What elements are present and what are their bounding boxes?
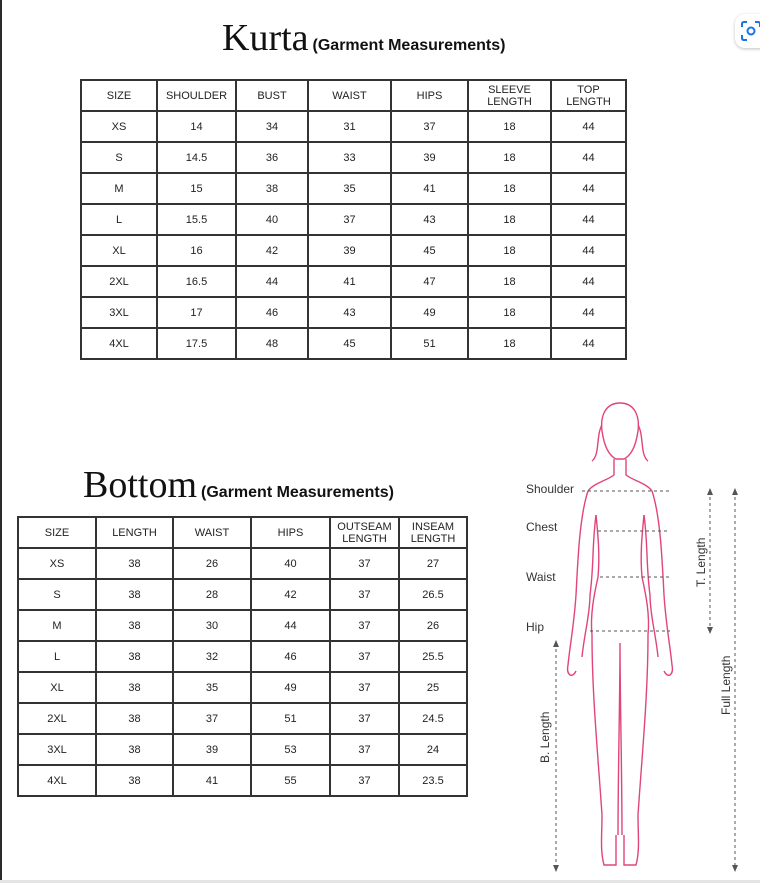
measure-lines	[556, 491, 735, 869]
left-border	[0, 0, 2, 883]
bottom-value-cell: 37	[330, 579, 399, 610]
kurta-value-cell: 49	[391, 297, 468, 328]
bottom-size-cell: S	[18, 579, 96, 610]
bottom-header-text: HIPS	[277, 526, 304, 539]
kurta-value-cell: 42	[236, 235, 308, 266]
kurta-value-cell: 16.5	[157, 266, 236, 297]
bottom-table-row	[18, 734, 467, 765]
kurta-size-cell: 3XL	[81, 297, 157, 328]
kurta-value-cell: 46	[236, 297, 308, 328]
kurta-table-row	[81, 328, 626, 359]
bottom-table-row	[18, 579, 467, 610]
bottom-value-cell: 53	[251, 734, 330, 765]
kurta-header-text: HIPS	[416, 89, 443, 102]
kurta-size-cell: L	[81, 204, 157, 235]
kurta-header-text: SIZE	[106, 89, 132, 102]
kurta-size-cell: M	[81, 173, 157, 204]
bottom-header-cell	[330, 517, 399, 548]
bottom-header-cell	[173, 517, 251, 548]
bottom-size-cell: 4XL	[18, 765, 96, 796]
kurta-heading	[222, 16, 505, 60]
kurta-header-cell	[468, 80, 551, 111]
kurta-table-row	[81, 142, 626, 173]
kurta-value-cell: 17	[157, 297, 236, 328]
kurta-table-row	[81, 235, 626, 266]
kurta-value-cell: 36	[236, 142, 308, 173]
bottom-value-cell: 42	[251, 579, 330, 610]
bottom-value-cell: 49	[251, 672, 330, 703]
kurta-value-cell: 34	[236, 111, 308, 142]
bottom-value-cell: 44	[251, 610, 330, 641]
bottom-table-row	[18, 548, 467, 579]
bottom-value-cell: 37	[330, 734, 399, 765]
bottom-header-row	[18, 517, 467, 548]
kurta-value-cell: 39	[391, 142, 468, 173]
bottom-table-row	[18, 703, 467, 734]
kurta-header-row	[81, 80, 626, 111]
kurta-header-cell	[551, 80, 626, 111]
full-length-label: Full Length	[719, 655, 733, 715]
bottom-size-cell: 3XL	[18, 734, 96, 765]
bottom-header-text: LENGTH	[410, 532, 456, 545]
bottom-value-cell: 26.5	[399, 579, 467, 610]
bottom-value-cell: 38	[96, 765, 173, 796]
kurta-table-row	[81, 173, 626, 204]
bottom-size-cell: 2XL	[18, 703, 96, 734]
bottom-value-cell: 38	[96, 703, 173, 734]
kurta-header-text: TOP	[577, 83, 600, 96]
kurta-size-cell: XL	[81, 235, 157, 266]
chest-label: Chest	[526, 520, 558, 534]
bottom-value-cell: 32	[173, 641, 251, 672]
shoulder-label: Shoulder	[526, 482, 575, 496]
kurta-size-cell: XS	[81, 111, 157, 142]
waist-label: Waist	[526, 570, 556, 584]
bottom-value-cell: 24.5	[399, 703, 467, 734]
kurta-value-cell: 48	[236, 328, 308, 359]
bottom-size-table	[17, 516, 468, 797]
kurta-value-cell: 16	[157, 235, 236, 266]
kurta-value-cell: 43	[308, 297, 391, 328]
kurta-value-cell: 44	[551, 111, 626, 142]
bottom-value-cell: 39	[173, 734, 251, 765]
kurta-value-cell: 44	[551, 142, 626, 173]
bottom-value-cell: 51	[251, 703, 330, 734]
kurta-subtitle: (Garment Measurements)	[312, 37, 506, 54]
kurta-value-cell: 14	[157, 111, 236, 142]
kurta-value-cell: 37	[308, 204, 391, 235]
kurta-size-cell: S	[81, 142, 157, 173]
kurta-value-cell: 18	[468, 235, 551, 266]
kurta-value-cell: 15	[157, 173, 236, 204]
bottom-value-cell: 37	[330, 548, 399, 579]
bottom-table-row	[18, 610, 467, 641]
kurta-value-cell: 38	[236, 173, 308, 204]
bottom-value-cell: 30	[173, 610, 251, 641]
bottom-table-row	[18, 765, 467, 796]
bottom-header-text: LENGTH	[342, 532, 387, 545]
bottom-header-cell	[251, 517, 330, 548]
bottom-size-cell: XS	[18, 548, 96, 579]
kurta-size-cell: 2XL	[81, 266, 157, 297]
bottom-size-cell: L	[18, 641, 96, 672]
kurta-value-cell: 18	[468, 111, 551, 142]
kurta-value-cell: 44	[551, 266, 626, 297]
kurta-value-cell: 44	[551, 173, 626, 204]
bottom-title: Bottom	[83, 464, 198, 506]
kurta-table-row	[81, 266, 626, 297]
bottom-value-cell: 38	[96, 641, 173, 672]
kurta-value-cell: 51	[391, 328, 468, 359]
kurta-value-cell: 18	[468, 204, 551, 235]
bottom-header-cell	[96, 517, 173, 548]
kurta-header-text: LENGTH	[487, 95, 532, 108]
kurta-header-cell	[391, 80, 468, 111]
bottom-value-cell: 37	[330, 703, 399, 734]
bottom-value-cell: 37	[330, 672, 399, 703]
bottom-header-cell	[399, 517, 467, 548]
bottom-header-text: SIZE	[44, 526, 70, 539]
bottom-size-cell: XL	[18, 672, 96, 703]
kurta-value-cell: 35	[308, 173, 391, 204]
kurta-header-text: WAIST	[332, 89, 367, 102]
kurta-value-cell: 37	[391, 111, 468, 142]
bottom-value-cell: 25.5	[399, 641, 467, 672]
kurta-table-row	[81, 111, 626, 142]
kurta-value-cell: 44	[236, 266, 308, 297]
kurta-header-cell	[81, 80, 157, 111]
bottom-value-cell: 26	[399, 610, 467, 641]
scan-lens-icon	[741, 21, 760, 41]
bottom-value-cell: 23.5	[399, 765, 467, 796]
bottom-value-cell: 38	[96, 579, 173, 610]
kurta-value-cell: 47	[391, 266, 468, 297]
bottom-value-cell: 40	[251, 548, 330, 579]
bottom-value-cell: 37	[330, 765, 399, 796]
kurta-title: Kurta	[222, 17, 309, 59]
bottom-value-cell: 38	[96, 734, 173, 765]
bottom-value-cell: 24	[399, 734, 467, 765]
kurta-header-text: BUST	[257, 89, 287, 102]
kurta-value-cell: 18	[468, 142, 551, 173]
kurta-value-cell: 44	[551, 297, 626, 328]
bottom-value-cell: 41	[173, 765, 251, 796]
kurta-value-cell: 41	[391, 173, 468, 204]
bottom-size-cell: M	[18, 610, 96, 641]
kurta-value-cell: 18	[468, 173, 551, 204]
bottom-value-cell: 37	[330, 641, 399, 672]
b-length-label: B. Length	[538, 711, 552, 763]
kurta-header-text: SLEEVE	[488, 83, 531, 96]
bottom-value-cell: 37	[173, 703, 251, 734]
kurta-table-row	[81, 297, 626, 328]
bottom-value-cell: 35	[173, 672, 251, 703]
bottom-value-cell: 37	[330, 610, 399, 641]
kurta-value-cell: 31	[308, 111, 391, 142]
kurta-value-cell: 17.5	[157, 328, 236, 359]
kurta-value-cell: 18	[468, 266, 551, 297]
kurta-header-text: SHOULDER	[165, 89, 228, 102]
bottom-value-cell: 26	[173, 548, 251, 579]
body-measurement-figure	[520, 395, 760, 875]
bottom-value-cell: 27	[399, 548, 467, 579]
kurta-size-cell: 4XL	[81, 328, 157, 359]
bottom-value-cell: 38	[96, 672, 173, 703]
bottom-header-cell	[18, 517, 96, 548]
kurta-value-cell: 43	[391, 204, 468, 235]
kurta-value-cell: 45	[308, 328, 391, 359]
lens-search-button[interactable]	[735, 14, 760, 48]
bottom-header-text: LENGTH	[112, 526, 157, 539]
kurta-header-cell	[308, 80, 391, 111]
hip-label: Hip	[526, 620, 545, 634]
kurta-header-cell	[236, 80, 308, 111]
kurta-header-cell	[157, 80, 236, 111]
bottom-value-cell: 25	[399, 672, 467, 703]
bottom-value-cell: 46	[251, 641, 330, 672]
t-length-label: T. Length	[694, 537, 708, 587]
kurta-value-cell: 41	[308, 266, 391, 297]
kurta-value-cell: 18	[468, 297, 551, 328]
kurta-value-cell: 18	[468, 328, 551, 359]
kurta-value-cell: 15.5	[157, 204, 236, 235]
bottom-heading	[83, 463, 394, 507]
kurta-value-cell: 45	[391, 235, 468, 266]
bottom-value-cell: 28	[173, 579, 251, 610]
bottom-value-cell: 55	[251, 765, 330, 796]
bottom-header-text: WAIST	[194, 526, 230, 539]
kurta-value-cell: 14.5	[157, 142, 236, 173]
bottom-subtitle: (Garment Measurements)	[201, 484, 394, 501]
kurta-table-row	[81, 204, 626, 235]
kurta-value-cell: 44	[551, 235, 626, 266]
bottom-header-text: OUTSEAM	[337, 520, 392, 533]
kurta-header-text: LENGTH	[566, 95, 611, 108]
kurta-value-cell: 40	[236, 204, 308, 235]
bottom-value-cell: 38	[96, 548, 173, 579]
bottom-header-text: INSEAM	[411, 520, 455, 533]
kurta-value-cell: 44	[551, 204, 626, 235]
bottom-table-row	[18, 672, 467, 703]
woman-silhouette	[568, 403, 673, 865]
bottom-value-cell: 38	[96, 610, 173, 641]
kurta-value-cell: 44	[551, 328, 626, 359]
kurta-size-table	[80, 79, 627, 360]
bottom-table-row	[18, 641, 467, 672]
kurta-value-cell: 39	[308, 235, 391, 266]
kurta-value-cell: 33	[308, 142, 391, 173]
